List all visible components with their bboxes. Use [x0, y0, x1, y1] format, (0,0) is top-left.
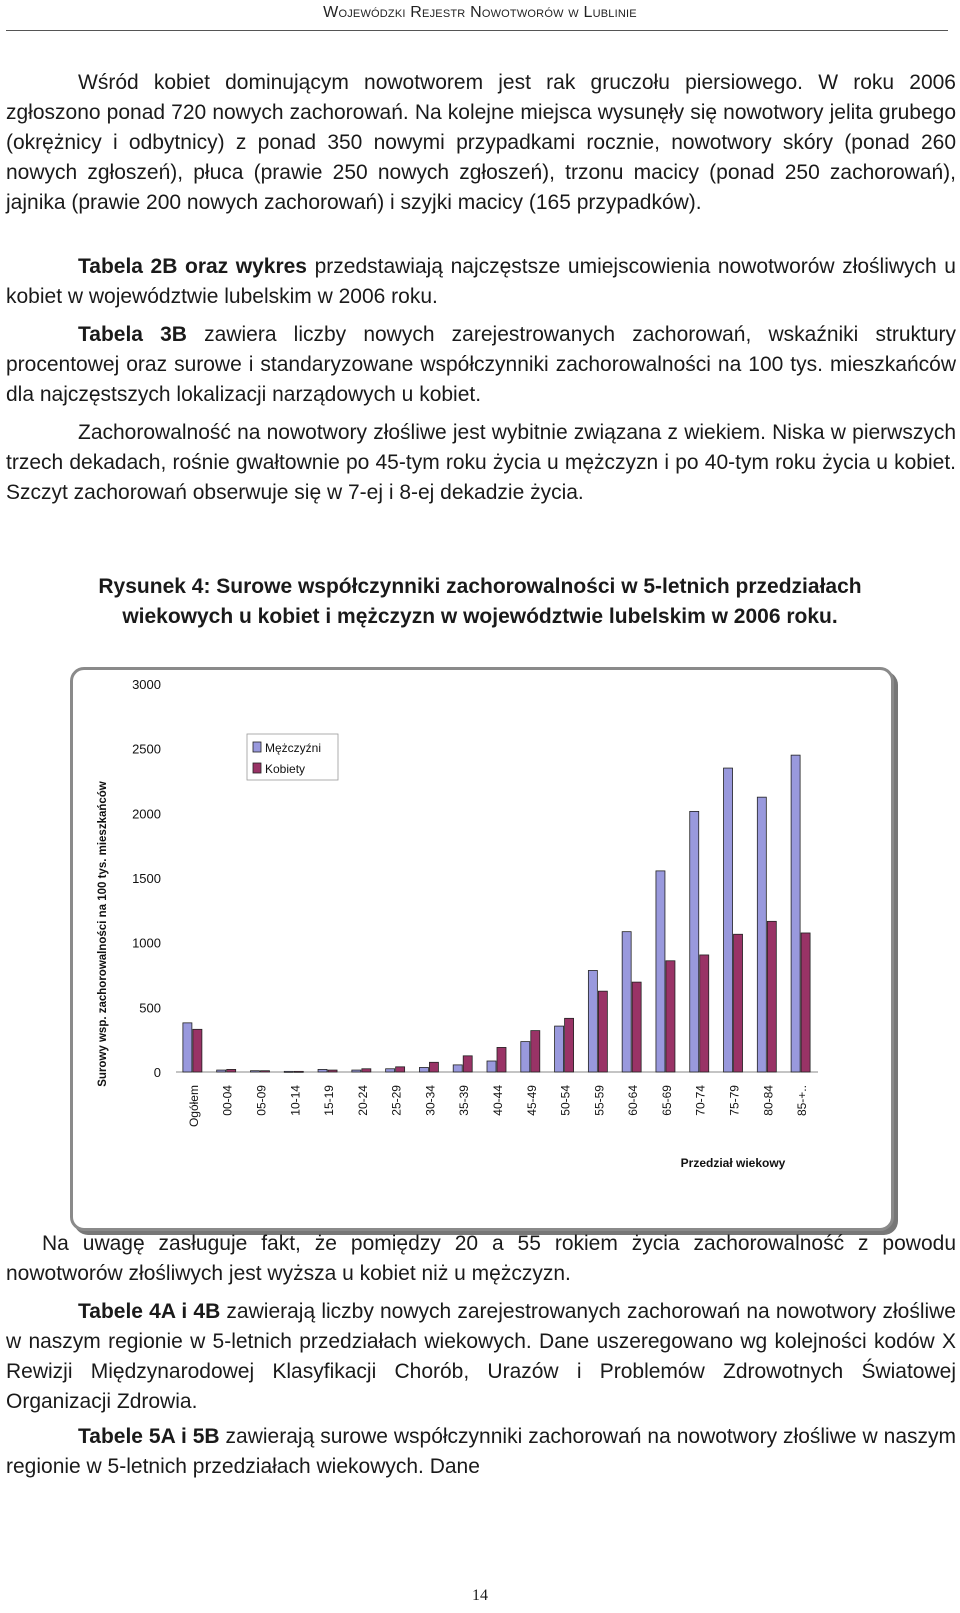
bar-men	[724, 768, 733, 1072]
bar-men	[318, 1069, 327, 1072]
x-tick-label: 00-04	[220, 1085, 235, 1116]
y-tick-label: 3000	[132, 677, 161, 692]
bar-women	[666, 961, 675, 1072]
x-tick-label: 80-84	[761, 1085, 776, 1116]
table-ref: Tabele 4A i 4B	[78, 1300, 221, 1323]
bar-women	[598, 991, 607, 1072]
paragraph-tables-5	[6, 1422, 956, 1482]
paragraph-table-3b	[6, 320, 956, 410]
bar-men	[555, 1026, 564, 1072]
bar-men	[656, 871, 665, 1072]
bar-women	[429, 1062, 438, 1072]
paragraph-text: zawiera liczby nowych zarejestrowanych zachorowań, wskaźniki struktury procentowej oraz surowe i standaryzowane współczynniki zachorowalności na 100 tys. mieszkańców dla najczęstszych lokalizacji narządowych u kobiet.	[6, 323, 956, 406]
page-number: 14	[472, 1587, 488, 1604]
bar-women	[767, 921, 776, 1072]
paragraph-age	[6, 418, 956, 508]
x-tick-label: 05-09	[254, 1085, 269, 1116]
paragraph-table-2b	[6, 252, 956, 312]
paragraph-text: przedstawiają najczęstsze umiejscowienia nowotworów złośliwych u kobiet w województwie lubelskim w 2006 roku.	[6, 255, 956, 308]
bar-men	[487, 1061, 496, 1072]
bar-women	[700, 955, 709, 1072]
bar-women	[362, 1069, 371, 1072]
legend-swatch	[253, 763, 261, 773]
bar-women	[497, 1047, 506, 1072]
figure-caption	[0, 572, 960, 632]
x-tick-label: 35-39	[457, 1085, 472, 1116]
bar-women	[801, 933, 810, 1072]
x-tick-label: 30-34	[423, 1085, 438, 1116]
y-tick-label: 2000	[132, 806, 161, 822]
bar-women	[328, 1070, 337, 1072]
x-tick-label: 65-69	[659, 1085, 674, 1116]
bar-women	[294, 1071, 303, 1072]
caption-line-1: Rysunek 4: Surowe współczynniki zachorowalności w 5-letnich przedziałach	[98, 575, 862, 598]
bar-women	[734, 934, 743, 1072]
legend-swatch	[253, 742, 261, 752]
bar-women	[531, 1031, 540, 1072]
bar-men	[521, 1042, 530, 1072]
bar-men	[250, 1071, 259, 1072]
bar-women	[260, 1071, 269, 1072]
x-tick-label: 75-79	[727, 1085, 742, 1116]
y-axis-label: Surowy wsp. zachorowalności na 100 tys. mieszkańców	[97, 781, 109, 1087]
bar-men	[386, 1069, 395, 1072]
bar-men	[791, 755, 800, 1072]
bar-women	[193, 1029, 202, 1072]
x-tick-label: Ogółem	[186, 1085, 201, 1128]
x-axis-label: Przedział wiekowy	[680, 1156, 786, 1170]
caption-line-2: wiekowych u kobiet i mężczyzn w województwie lubelskim w 2006 roku.	[122, 605, 838, 628]
x-tick-label: 70-74	[693, 1085, 708, 1116]
y-tick-label: 0	[153, 1065, 161, 1080]
running-header: Wojewódzki Rejestr Nowotworów w Lublinie	[323, 4, 637, 21]
legend-label: Kobiety	[265, 762, 306, 776]
x-tick-label: 45-49	[524, 1085, 539, 1116]
bar-men	[757, 797, 766, 1072]
bar-women	[463, 1056, 472, 1072]
y-tick-label: 2500	[132, 741, 161, 757]
bar-men	[622, 932, 631, 1072]
legend-label: Mężczyźni	[265, 741, 322, 755]
bar-women	[396, 1067, 405, 1072]
bar-chart	[70, 667, 894, 1231]
y-tick-label: 1000	[132, 935, 161, 951]
bar-women	[565, 1018, 574, 1072]
x-tick-label: 10-14	[288, 1085, 303, 1116]
paragraph-text: zawierają surowe współczynniki zachorowań na nowotwory złośliwe w naszym regionie w 5-letnich przedziałach wiekowych. Dane	[6, 1425, 956, 1478]
paragraph-women-higher	[6, 1229, 956, 1289]
bar-men	[690, 811, 699, 1072]
paragraph-breast-cancer	[6, 68, 956, 218]
x-tick-label: 55-59	[592, 1085, 607, 1116]
bar-men	[183, 1023, 192, 1072]
x-tick-label: 20-24	[355, 1085, 370, 1116]
x-tick-label: 60-64	[626, 1085, 641, 1116]
header-rule	[6, 30, 948, 31]
x-tick-label: 40-44	[491, 1085, 505, 1116]
x-tick-label: 25-29	[389, 1085, 404, 1116]
bar-men	[588, 970, 597, 1072]
table-ref: Tabele 5A i 5B	[78, 1425, 220, 1448]
x-tick-label: 50-54	[558, 1085, 573, 1116]
x-tick-label: 15-19	[322, 1085, 337, 1116]
table-ref: Tabela 3B	[78, 323, 187, 346]
paragraph-text: Zachorowalność na nowotwory złośliwe jest wybitnie związana z wiekiem. Niska w pierwszych trzech dekadach, rośnie gwałtownie po 45-tym roku życia u mężczyzn i po 40-tym roku życia u kobiet. Szczyt zachorowań obserwuje się w 7-ej i 8-ej dekadzie życia.	[6, 421, 956, 504]
bar-men	[284, 1071, 293, 1072]
paragraph-text: Na uwagę zasługuje fakt, że pomiędzy 20 a 55 rokiem życia zachorowalność z powodu nowotworów złośliwych jest wyższa u kobiet niż u mężczyzn.	[6, 1232, 956, 1285]
y-tick-label: 500	[139, 1000, 161, 1016]
bar-men	[217, 1070, 226, 1072]
x-tick-label: 85-+..	[795, 1085, 810, 1117]
bar-men	[419, 1067, 428, 1072]
chart-svg	[73, 670, 891, 1228]
paragraph-text: Wśród kobiet dominującym nowotworem jest rak gruczołu piersiowego. W roku 2006 zgłoszono ponad 720 nowych zachorowań. Na kolejne miejsca wysunęły się nowotwory jelita grubego (okrężnicy i odbytnicy) z ponad 350 nowymi przypadkami rocznie, nowotwory skóry (ponad 260 nowych zgłoszeń), płuca (prawie 250 nowych zgłoszeń), trzonu macicy (ponad 250 zachorowań), jajnika (prawie 200 nowych zachorowań) i szyjki macicy (165 przypadków).	[6, 71, 956, 214]
paragraph-text: zawierają liczby nowych zarejestrowanych zachorowań na nowotwory złośliwe w naszym regionie w 5-letnich przedziałach wiekowych. Dane uszeregowano wg kolejności kodów X Rewizji Międzynarodowej Klasyfikacji Chorób, Urazów i Problemów Zdrowotnych Światowej Organizacji Zdrowia.	[6, 1300, 956, 1413]
y-tick-label: 1500	[132, 871, 161, 886]
bar-women	[227, 1069, 236, 1072]
paragraph-tables-4	[6, 1297, 956, 1417]
bar-men	[352, 1070, 361, 1072]
table-ref: Tabela 2B oraz wykres	[78, 255, 307, 278]
bar-men	[453, 1065, 462, 1072]
bar-women	[632, 982, 641, 1072]
